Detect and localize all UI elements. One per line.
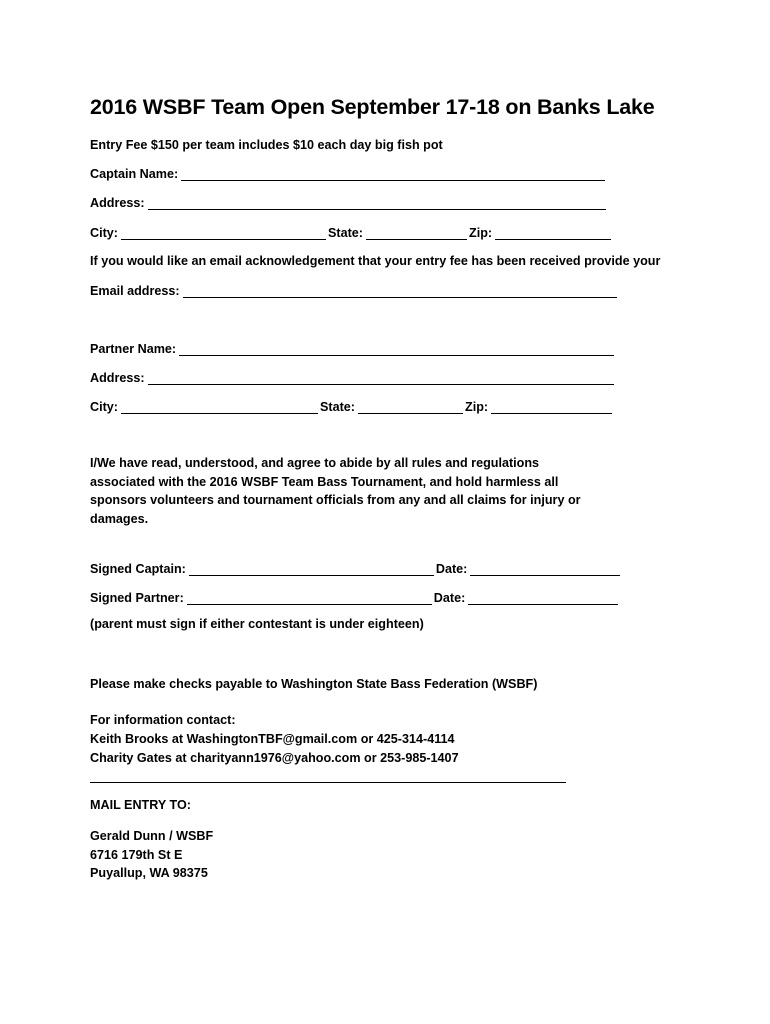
checks-payable-text: Please make checks payable to Washington State Bass Federation (WSBF) (90, 677, 538, 691)
captain-date-field[interactable] (470, 562, 620, 576)
partner-address-label: Address: (90, 371, 145, 385)
email-field[interactable] (183, 284, 617, 298)
captain-name-label: Captain Name: (90, 167, 179, 181)
captain-address-row (90, 192, 606, 210)
partner-name-label: Partner Name: (90, 342, 177, 356)
partner-name-field[interactable] (179, 342, 614, 356)
captain-city-label: City: (90, 226, 118, 240)
agreement-line: associated with the 2016 WSBF Team Bass Tournament, and hold harmless all (90, 475, 559, 489)
agreement-line: sponsors volunteers and tournament officials from any and all claims for injury or (90, 493, 581, 507)
captain-city-row (90, 222, 611, 240)
mail-entry-heading: MAIL ENTRY TO: (90, 798, 191, 812)
email-label: Email address: (90, 284, 180, 298)
partner-address-row (90, 367, 614, 385)
partner-zip-label: Zip: (465, 400, 489, 414)
info-heading: For information contact: (90, 713, 236, 727)
partner-city-label: City: (90, 400, 118, 414)
partner-city-field[interactable] (121, 400, 318, 414)
captain-state-field[interactable] (366, 226, 467, 240)
signed-captain-row (90, 558, 620, 576)
divider-line (90, 782, 566, 783)
captain-address-label: Address: (90, 196, 145, 210)
captain-name-row (90, 163, 605, 181)
contact-keith-brooks: Keith Brooks at WashingtonTBF@gmail.com or 425-314-4114 (90, 732, 455, 746)
captain-date-label: Date: (435, 562, 468, 576)
signed-captain-label: Signed Captain: (90, 562, 186, 576)
captain-city-field[interactable] (121, 226, 326, 240)
partner-city-row (90, 396, 612, 414)
mail-address-line: 6716 179th St E (90, 848, 183, 862)
partner-state-field[interactable] (358, 400, 463, 414)
parent-sign-note: (parent must sign if either contestant is under eighteen) (90, 617, 424, 631)
captain-state-label: State: (328, 226, 363, 240)
signed-partner-label: Signed Partner: (90, 591, 184, 605)
captain-zip-label: Zip: (469, 226, 493, 240)
captain-address-field[interactable] (148, 196, 606, 210)
email-row (90, 280, 617, 298)
mail-address-line: Puyallup, WA 98375 (90, 866, 208, 880)
signed-partner-field[interactable] (187, 591, 432, 605)
partner-date-label: Date: (433, 591, 466, 605)
partner-name-row (90, 338, 614, 356)
entry-fee-text: Entry Fee $150 per team includes $10 each day big fish pot (90, 138, 443, 152)
signed-partner-row (90, 587, 618, 605)
partner-state-label: State: (320, 400, 355, 414)
partner-zip-field[interactable] (491, 400, 612, 414)
email-note-text: If you would like an email acknowledgement that your entry fee has been received provide your (90, 254, 661, 268)
agreement-line: damages. (90, 512, 149, 526)
captain-name-field[interactable] (181, 167, 605, 181)
captain-zip-field[interactable] (495, 226, 611, 240)
contact-charity-gates: Charity Gates at charityann1976@yahoo.com or 253-985-1407 (90, 751, 459, 765)
partner-date-field[interactable] (468, 591, 618, 605)
form-title: 2016 WSBF Team Open September 17-18 on Banks Lake (90, 95, 655, 119)
signed-captain-field[interactable] (189, 562, 434, 576)
agreement-line: I/We have read, understood, and agree to abide by all rules and regulations (90, 456, 540, 470)
mail-address-line: Gerald Dunn / WSBF (90, 829, 214, 843)
partner-address-field[interactable] (148, 371, 614, 385)
